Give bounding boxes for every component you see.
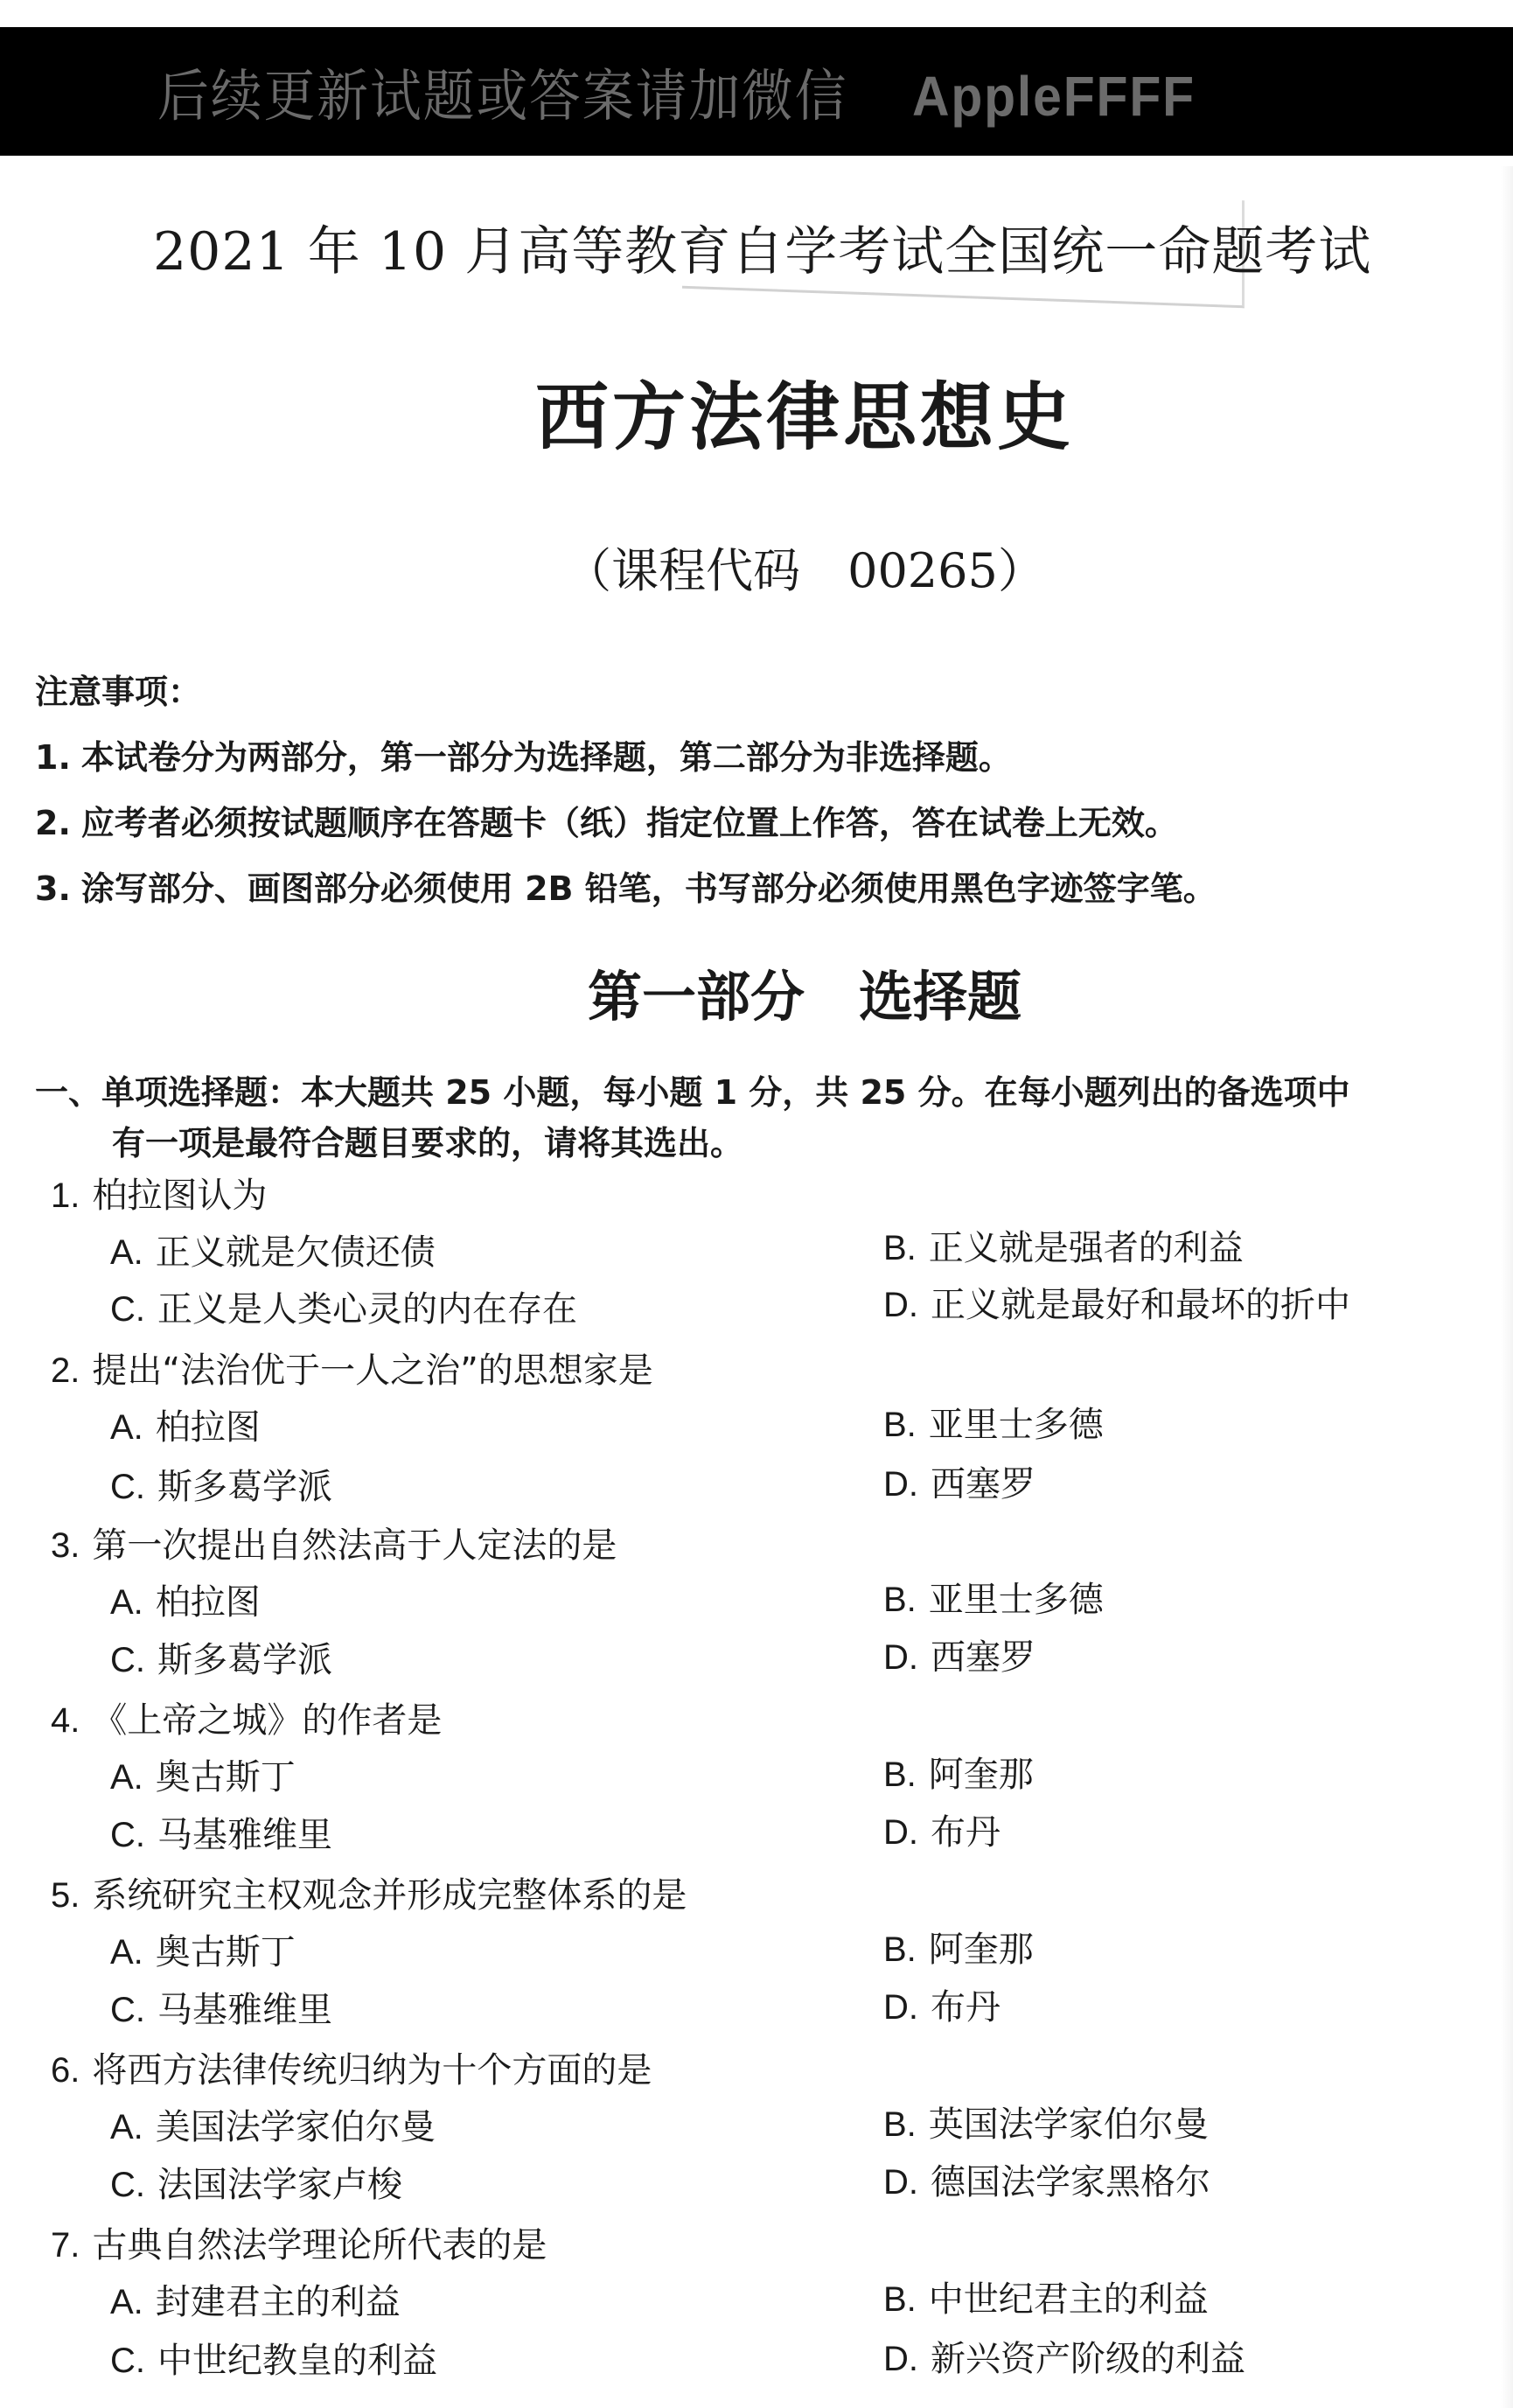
option-a (110, 1924, 296, 1974)
option-text: 西塞罗 (931, 1637, 1035, 1678)
option-letter: C. (110, 1816, 145, 1854)
question-text: 第一次提出自然法高于人定法的是 (92, 1525, 617, 1566)
part-title: 第一部分 选择题 (587, 965, 1021, 1029)
section-intro-line2: 有一项是最符合题目要求的，请将其选出。 (112, 1124, 744, 1162)
option-text: 封建君主的利益 (155, 2282, 401, 2322)
option-letter: A. (110, 1233, 143, 1272)
option-text: 布丹 (931, 1987, 1001, 2028)
section-intro-line1: 一、单项选择题：本大题共 25 小题，每小题 1 分，共 25 分。在每小题列出的备选项中 (35, 1073, 1350, 1112)
option-text: 正义就是欠债还债 (155, 1232, 436, 1273)
option-text: 亚里士多德 (928, 1580, 1104, 1620)
option-letter: C. (110, 2166, 145, 2204)
question-stem (51, 1867, 687, 1917)
question-stem (51, 1343, 653, 1392)
option-text: 奥古斯丁 (155, 1932, 296, 1972)
option-letter: D. (883, 1988, 918, 2027)
question-number: 2. (51, 1351, 80, 1390)
option-c (110, 1459, 332, 1509)
option-d (883, 1804, 1001, 1854)
option-letter: C. (110, 2342, 145, 2380)
option-a (110, 1225, 436, 1274)
question-stem (51, 1518, 617, 1567)
question-number: 5. (51, 1876, 80, 1915)
question-stem (51, 2217, 547, 2267)
page-edge-shadow (1501, 166, 1513, 2408)
note-text: 涂写部分、画图部分必须使用 2B 铅笔，书写部分必须使用黑色字迹签字笔。 (80, 869, 1217, 908)
option-d (883, 2154, 1210, 2204)
option-a (110, 1574, 261, 1624)
option-d (883, 1630, 1035, 1679)
question-number: 6. (51, 2051, 80, 2090)
watermark-text (157, 52, 1196, 132)
option-letter: A. (110, 2108, 143, 2146)
option-text: 布丹 (931, 1812, 1001, 1853)
watermark-message: 后续更新试题或答案请加微信 (157, 65, 848, 129)
question-stem (51, 1693, 442, 1742)
option-letter: B. (883, 1930, 917, 1969)
note-item (35, 796, 1178, 844)
note-text: 本试卷分为两部分，第一部分为选择题，第二部分为非选择题。 (80, 738, 1012, 777)
option-text: 德国法学家黑格尔 (931, 2162, 1210, 2202)
option-a (110, 1749, 296, 1799)
option-letter: B. (883, 1406, 917, 1444)
question-text: 提出“法治优于一人之治”的思想家是 (92, 1351, 653, 1391)
option-c (110, 2333, 437, 2383)
option-b (883, 1572, 1104, 1622)
option-letter: A. (110, 2283, 143, 2321)
option-text: 新兴资产阶级的利益 (931, 2339, 1245, 2379)
option-text: 英国法学家伯尔曼 (928, 2104, 1209, 2145)
option-c (110, 1281, 577, 1331)
question-number: 4. (51, 1701, 80, 1740)
option-letter: D. (883, 2340, 918, 2378)
option-c (110, 1982, 332, 2032)
option-text: 美国法学家伯尔曼 (155, 2107, 436, 2147)
option-letter: B. (883, 1755, 917, 1794)
option-letter: D. (883, 1465, 918, 1504)
question-text: 将西方法律传统归纳为十个方面的是 (92, 2050, 652, 2090)
option-b (883, 2272, 1209, 2321)
option-text: 奥古斯丁 (155, 1757, 296, 1797)
option-a (110, 2099, 436, 2149)
note-number: 2. (35, 804, 71, 842)
option-text: 法国法学家卢梭 (157, 2165, 402, 2205)
option-b (883, 2097, 1209, 2146)
option-a (110, 2274, 401, 2324)
note-number: 3. (35, 869, 71, 908)
note-item (35, 730, 1012, 778)
option-d (883, 2331, 1245, 2381)
option-d (883, 1979, 1001, 2029)
section-intro (35, 1067, 1513, 1169)
option-d (883, 1456, 1035, 1506)
course-code: （课程代码 00265） (564, 543, 1045, 598)
option-text: 柏拉图 (155, 1582, 261, 1623)
option-text: 亚里士多德 (928, 1405, 1104, 1445)
option-letter: C. (110, 1641, 145, 1679)
option-b (883, 1747, 1034, 1797)
option-letter: C. (110, 1290, 145, 1329)
option-text: 阿奎那 (928, 1755, 1034, 1795)
notes-heading: 注意事项： (35, 673, 202, 711)
question-stem (51, 2042, 652, 2092)
note-text: 应考者必须按试题顺序在答题卡（纸）指定位置上作答，答在试卷上无效。 (80, 804, 1178, 842)
option-text: 中世纪君主的利益 (928, 2279, 1209, 2320)
option-c (110, 2157, 402, 2207)
question-text: 《上帝之城》的作者是 (92, 1700, 443, 1741)
option-letter: D. (883, 1638, 918, 1677)
option-text: 正义就是最好和最坏的折中 (931, 1285, 1350, 1325)
option-letter: B. (883, 1229, 917, 1267)
option-letter: A. (110, 1583, 143, 1622)
option-letter: B. (883, 1581, 917, 1619)
option-text: 中世纪教皇的利益 (157, 2341, 437, 2381)
option-text: 正义是人类心灵的内在存在 (157, 1289, 577, 1330)
question-text: 系统研究主权观念并形成完整体系的是 (92, 1875, 687, 1916)
option-letter: C. (110, 1468, 145, 1506)
question-number: 7. (51, 2226, 80, 2265)
wechat-id: AppleFFFF (911, 65, 1196, 128)
option-letter: D. (883, 1286, 918, 1324)
subject-title: 西方法律思想史 (534, 373, 1074, 460)
option-b (883, 1220, 1244, 1270)
question-number: 1. (51, 1176, 80, 1215)
question-text: 古典自然法学理论所代表的是 (92, 2225, 547, 2265)
option-letter: C. (110, 1991, 145, 2029)
option-text: 阿奎那 (928, 1930, 1034, 1970)
option-c (110, 1807, 332, 1857)
option-text: 正义就是强者的利益 (928, 1228, 1244, 1268)
option-a (110, 1399, 261, 1449)
option-letter: A. (110, 1933, 143, 1972)
option-letter: D. (883, 2163, 918, 2202)
option-letter: B. (883, 2105, 917, 2144)
option-b (883, 1922, 1034, 1972)
note-number: 1. (35, 738, 71, 777)
option-text: 斯多葛学派 (157, 1640, 332, 1680)
option-letter: B. (883, 2280, 917, 2319)
option-letter: A. (110, 1758, 143, 1797)
option-d (883, 1277, 1350, 1327)
option-c (110, 1632, 332, 1682)
question-number: 3. (51, 1526, 80, 1565)
option-text: 马基雅维里 (157, 1990, 332, 2030)
option-b (883, 1397, 1104, 1447)
note-item (35, 862, 1217, 910)
option-text: 柏拉图 (155, 1407, 261, 1448)
exam-title: 2021 年 10 月高等教育自学考试全国统一命题考试 (153, 221, 1372, 283)
watermark-banner (0, 27, 1513, 156)
option-text: 西塞罗 (931, 1464, 1035, 1504)
question-text: 柏拉图认为 (92, 1176, 268, 1216)
option-letter: D. (883, 1813, 918, 1852)
option-text: 斯多葛学派 (157, 1467, 332, 1507)
question-stem (51, 1168, 267, 1218)
option-text: 马基雅维里 (157, 1815, 332, 1855)
option-letter: A. (110, 1408, 143, 1447)
